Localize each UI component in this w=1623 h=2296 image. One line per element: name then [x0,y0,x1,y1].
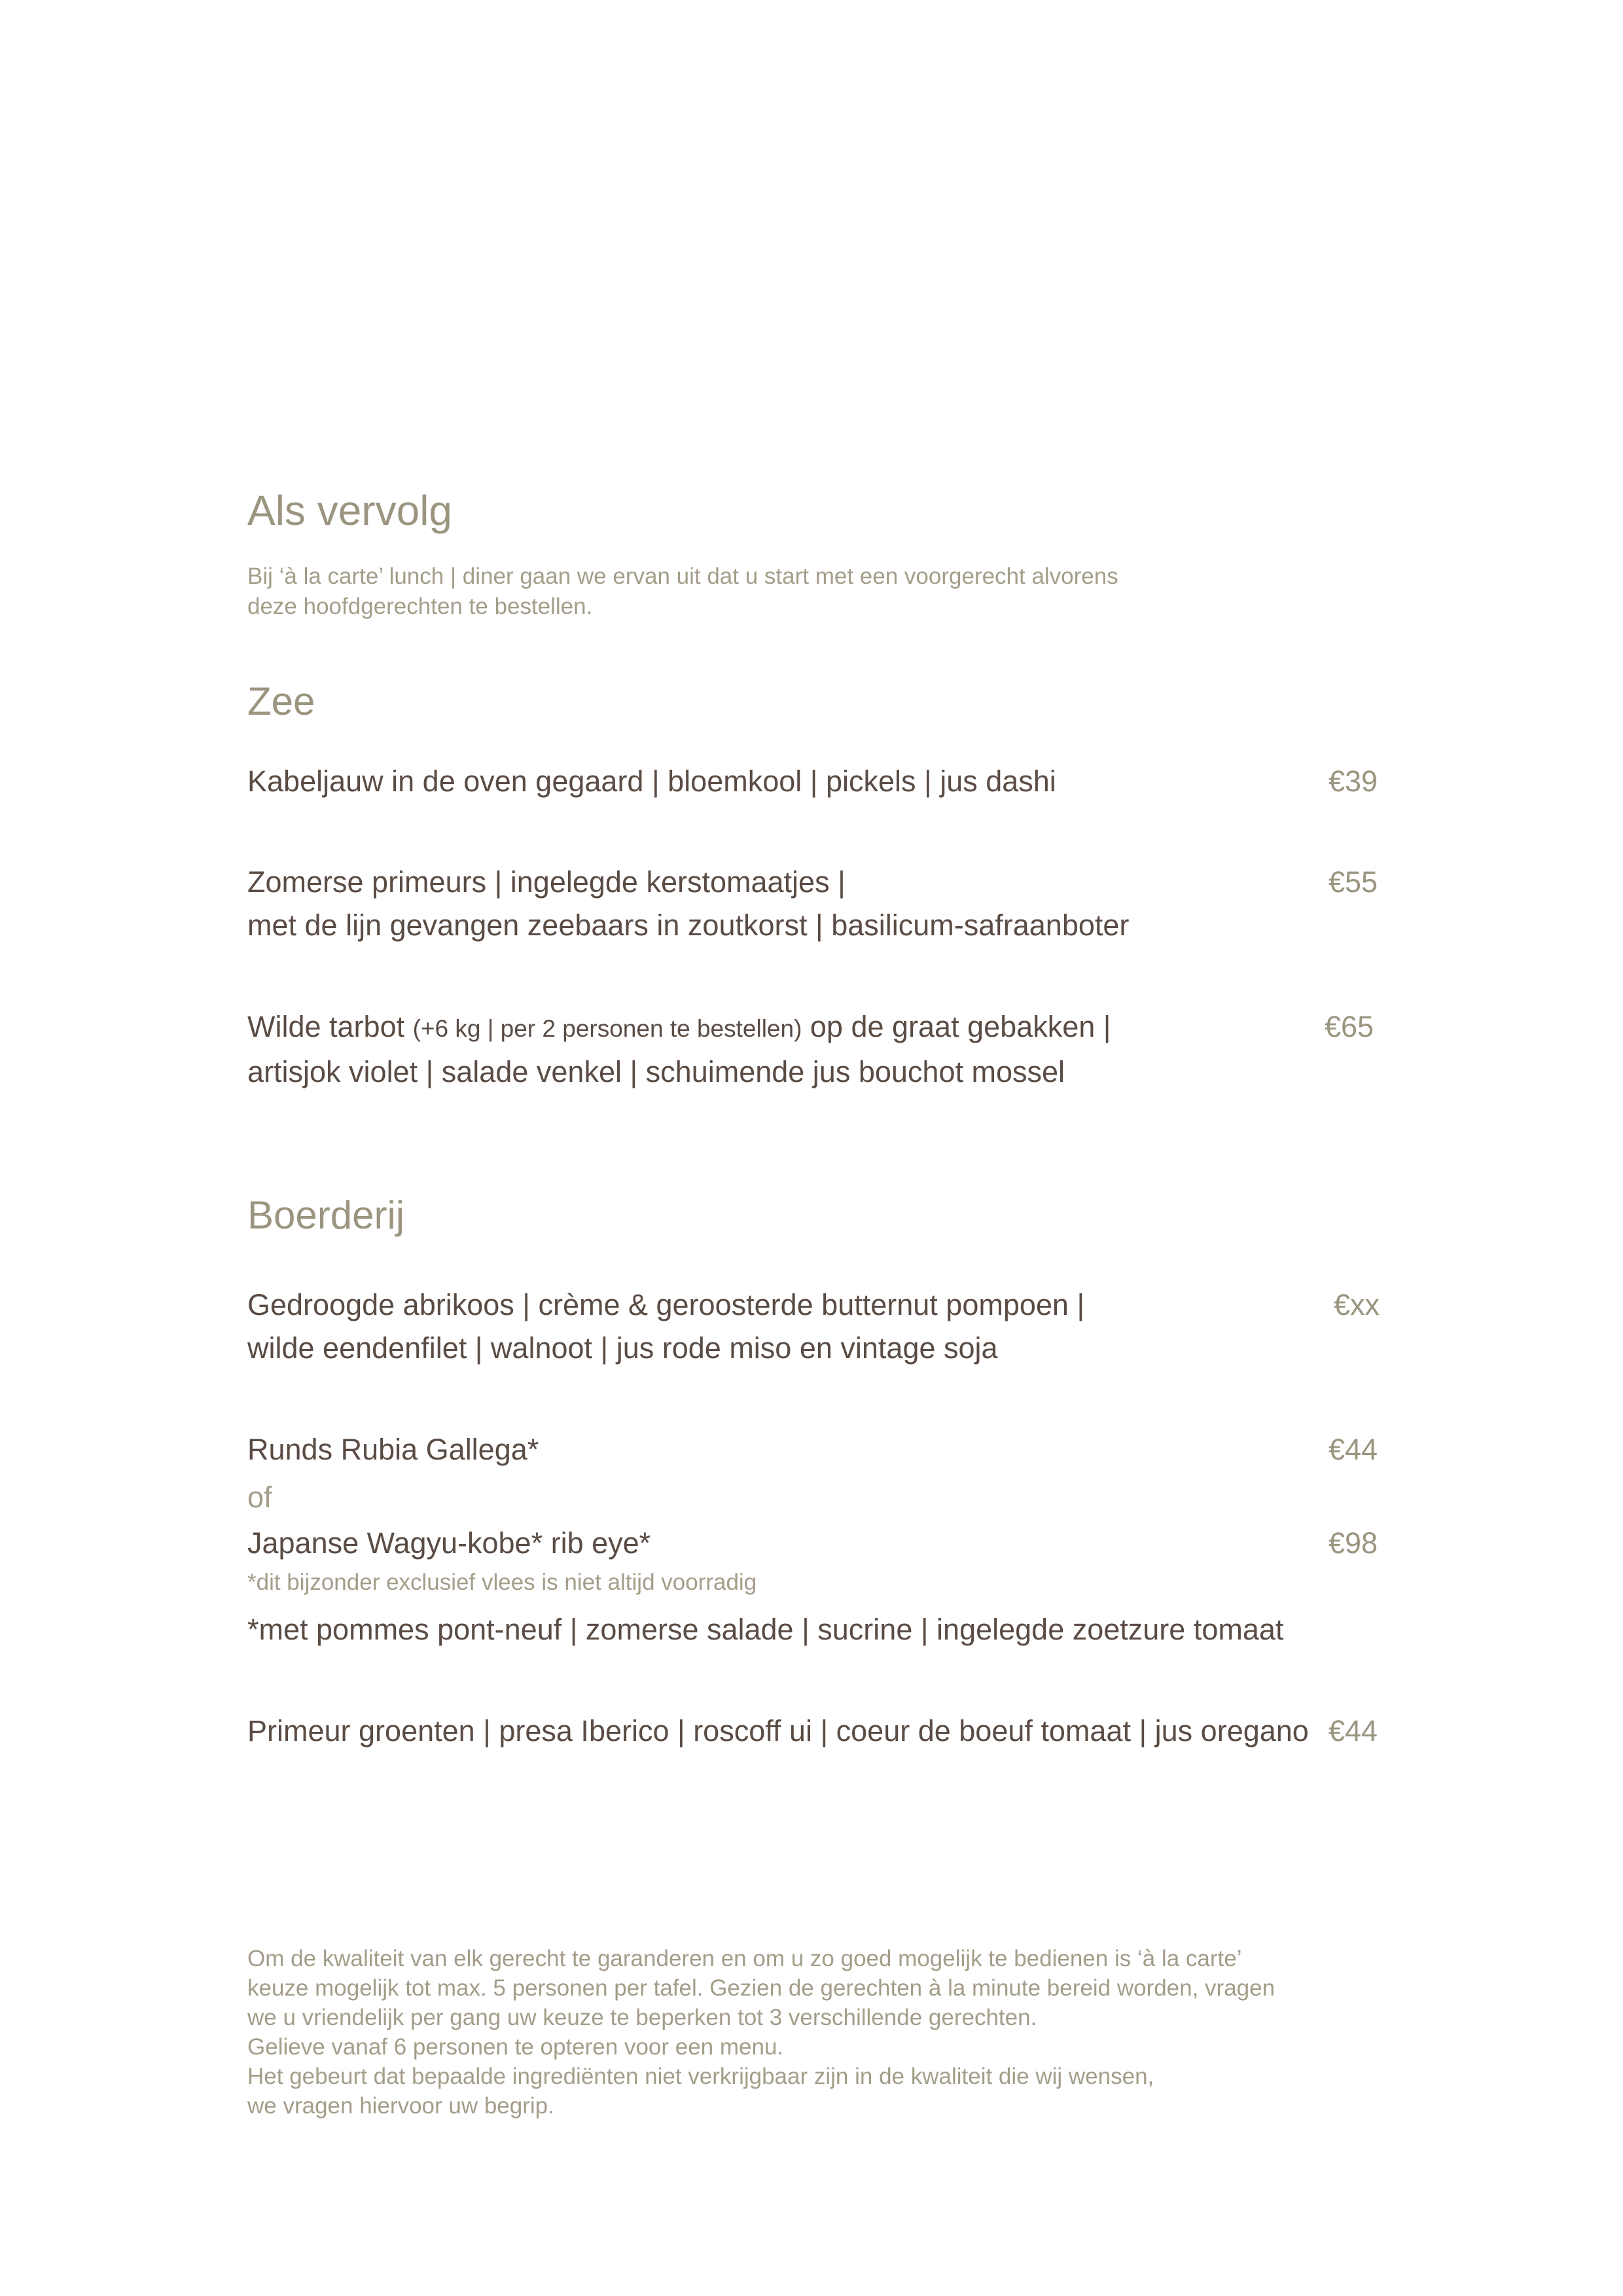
dish-price: €98 [1329,1526,1378,1560]
dish-line: Japanse Wagyu-kobe* rib eye* [247,1526,651,1560]
footer-line: we u vriendelijk per gang uw keuze te beperken tot 3 verschillende gerechten. [247,2005,1037,2030]
footer-line: Het gebeurt dat bepaalde ingrediënten niet verkrijgbaar zijn in de kwaliteit die wij wensen, [247,2064,1154,2089]
dish-price: €65 [1325,1010,1374,1043]
or-separator: of [247,1480,272,1514]
dish-line: Primeur groenten | presa Iberico | roscoff ui | coeur de boeuf tomaat | jus oregano [247,1714,1309,1748]
dish-item [247,1710,1309,1753]
dish-item [247,1005,1111,1094]
dish-item [247,1283,1084,1370]
footer-line: Om de kwaliteit van elk gerecht te garanderen en om u zo goed mogelijk te bedienen is ‘à la carte’ [247,1946,1242,1971]
dish-item [247,1428,539,1471]
footer-notice [247,1944,1275,2121]
dish-price: €44 [1329,1433,1378,1466]
page-title: Als vervolg [247,487,452,534]
dish-item [247,1522,651,1565]
dish-price: €44 [1329,1714,1378,1748]
dish-line: Zomerse primeurs | ingelegde kerstomaatjes | [247,865,846,899]
section-title-boerderij: Boerderij [247,1193,405,1237]
footer-line: Gelieve vanaf 6 personen te opteren voor een menu. [247,2034,784,2060]
intro-line: Bij ‘à la carte’ lunch | diner gaan we ervan uit dat u start met een voorgerecht alvorens [247,564,1118,589]
dish-line: Runds Rubia Gallega* [247,1433,539,1466]
dish-line: artisjok violet | salade venkel | schuimende jus bouchot mossel [247,1055,1065,1088]
dish-item [247,861,1129,947]
dish-line: Kabeljauw in de oven gegaard | bloemkool | pickels | jus dashi [247,764,1056,798]
dish-text: Wilde tarbot [247,1010,413,1043]
dish-line: *met pommes pont-neuf | zomerse salade | sucrine | ingelegde zoetzure tomaat [247,1613,1284,1646]
intro-line: deze hoofdgerechten te bestellen. [247,594,593,619]
dish-line [247,1005,1111,1050]
dish-line: wilde eendenfilet | walnoot | jus rode miso en vintage soja [247,1331,998,1365]
footer-line: we vragen hiervoor uw begrip. [247,2093,554,2119]
dish-price: €39 [1329,764,1378,798]
dish-item [247,760,1056,803]
intro-text [247,562,1118,622]
dish-line: Gedroogde abrikoos | crème & geroosterde butternut pompoen | [247,1288,1085,1321]
dish-price: €55 [1329,865,1378,899]
dish-line: met de lijn gevangen zeebaars in zoutkorst | basilicum-safraanboter [247,908,1130,942]
availability-note: *dit bijzonder exclusief vlees is niet altijd voorradig [247,1570,757,1595]
dish-price: €xx [1334,1288,1380,1321]
footer-line: keuze mogelijk tot max. 5 personen per tafel. Gezien de gerechten à la minute bereid worden, vragen [247,1975,1275,2001]
section-title-zee: Zee [247,679,315,723]
dish-note-inline: (+6 kg | per 2 personen te bestellen) [412,1015,802,1042]
dish-text: op de graat gebakken | [802,1010,1111,1043]
dish-item [247,1608,1283,1651]
